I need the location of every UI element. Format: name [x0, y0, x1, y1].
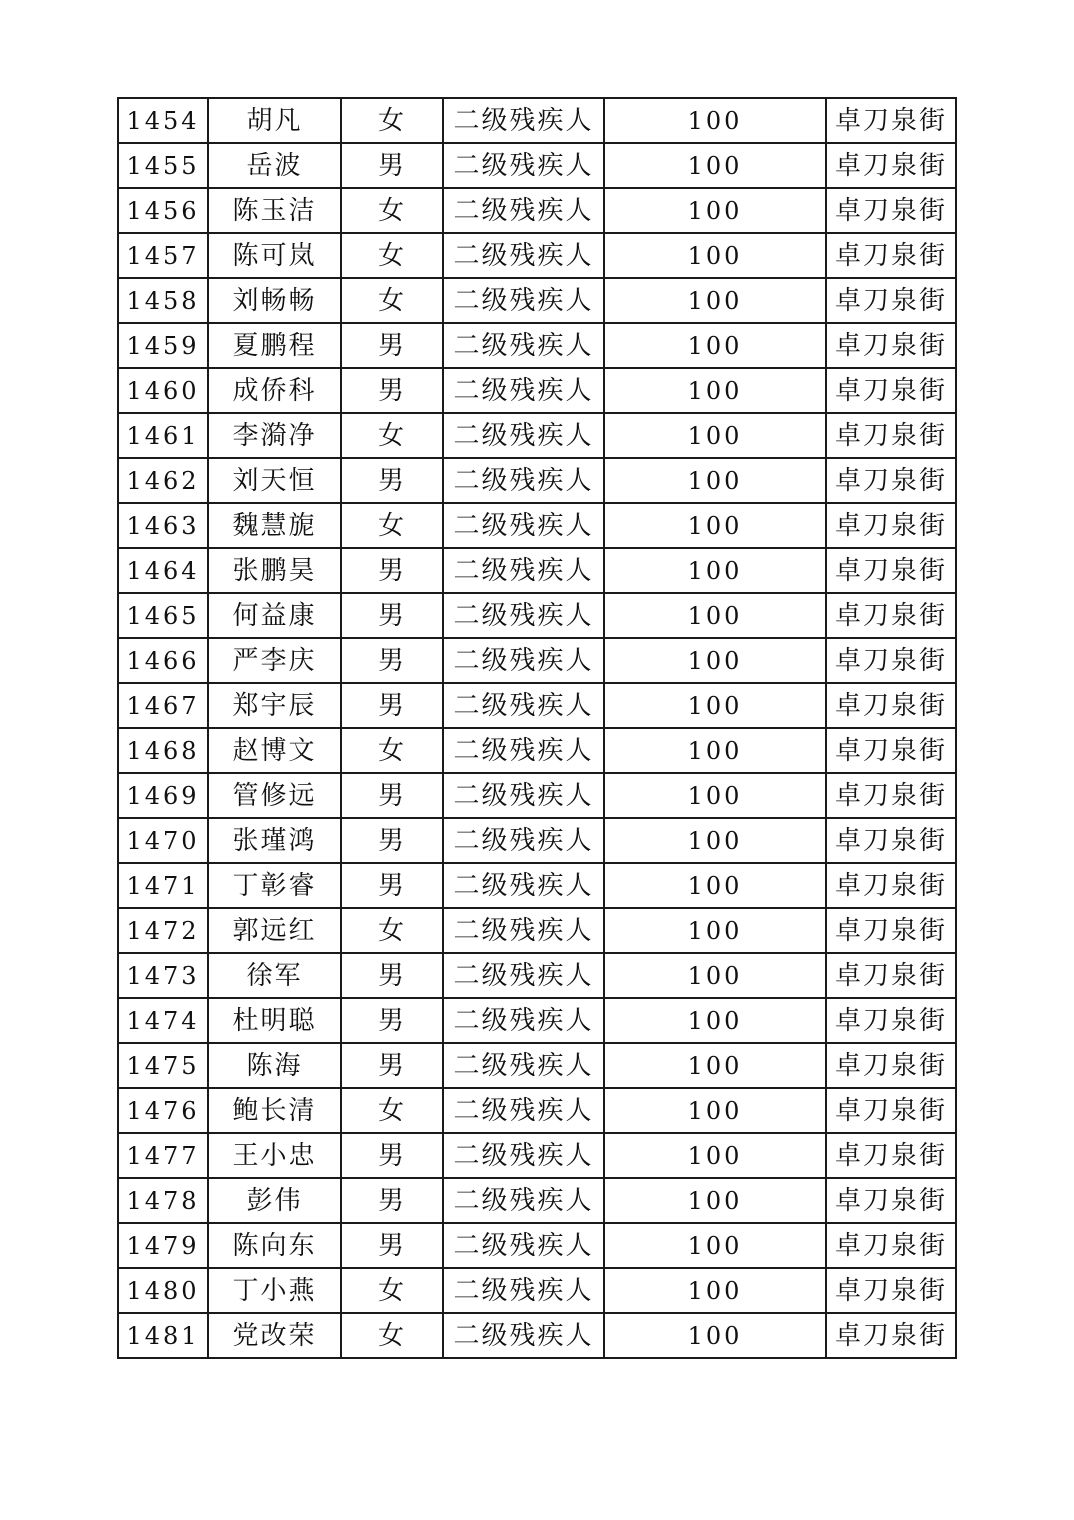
- cell-street: 卓刀泉街: [826, 638, 956, 683]
- cell-disability-level: 二级残疾人: [443, 863, 604, 908]
- cell-disability-level: 二级残疾人: [443, 458, 604, 503]
- cell-amount: 100: [604, 1313, 826, 1358]
- cell-gender: 男: [341, 863, 443, 908]
- table-row: [118, 953, 956, 998]
- cell-amount: 100: [604, 998, 826, 1043]
- roster-table: [117, 97, 957, 1359]
- cell-street: 卓刀泉街: [826, 1178, 956, 1223]
- cell-amount: 100: [604, 953, 826, 998]
- cell-disability-level: 二级残疾人: [443, 1088, 604, 1133]
- cell-street: 卓刀泉街: [826, 233, 956, 278]
- cell-street: 卓刀泉街: [826, 143, 956, 188]
- cell-id: 1457: [118, 233, 208, 278]
- cell-disability-level: 二级残疾人: [443, 818, 604, 863]
- cell-disability-level: 二级残疾人: [443, 323, 604, 368]
- cell-name: 成侨科: [208, 368, 341, 413]
- cell-gender: 男: [341, 953, 443, 998]
- cell-amount: 100: [604, 323, 826, 368]
- cell-gender: 男: [341, 818, 443, 863]
- roster-table-body: [118, 98, 956, 1358]
- table-row: [118, 1223, 956, 1268]
- cell-id: 1475: [118, 1043, 208, 1088]
- cell-gender: 女: [341, 1313, 443, 1358]
- cell-amount: 100: [604, 458, 826, 503]
- cell-gender: 男: [341, 458, 443, 503]
- table-row: [118, 1178, 956, 1223]
- cell-id: 1458: [118, 278, 208, 323]
- cell-gender: 女: [341, 278, 443, 323]
- table-row: [118, 278, 956, 323]
- table-row: [118, 908, 956, 953]
- cell-gender: 女: [341, 728, 443, 773]
- cell-id: 1473: [118, 953, 208, 998]
- cell-disability-level: 二级残疾人: [443, 953, 604, 998]
- table-row: [118, 1313, 956, 1358]
- cell-gender: 女: [341, 908, 443, 953]
- table-row: [118, 773, 956, 818]
- cell-id: 1481: [118, 1313, 208, 1358]
- cell-street: 卓刀泉街: [826, 908, 956, 953]
- cell-street: 卓刀泉街: [826, 458, 956, 503]
- table-row: [118, 1133, 956, 1178]
- cell-name: 何益康: [208, 593, 341, 638]
- table-row: [118, 1268, 956, 1313]
- cell-amount: 100: [604, 1268, 826, 1313]
- cell-name: 张瑾鸿: [208, 818, 341, 863]
- cell-id: 1468: [118, 728, 208, 773]
- cell-disability-level: 二级残疾人: [443, 278, 604, 323]
- cell-amount: 100: [604, 233, 826, 278]
- cell-disability-level: 二级残疾人: [443, 1178, 604, 1223]
- table-row: [118, 638, 956, 683]
- cell-amount: 100: [604, 1223, 826, 1268]
- cell-id: 1478: [118, 1178, 208, 1223]
- cell-name: 夏鹏程: [208, 323, 341, 368]
- cell-amount: 100: [604, 683, 826, 728]
- cell-amount: 100: [604, 1133, 826, 1178]
- cell-name: 鲍长清: [208, 1088, 341, 1133]
- table-row: [118, 1088, 956, 1133]
- cell-disability-level: 二级残疾人: [443, 998, 604, 1043]
- cell-street: 卓刀泉街: [826, 1268, 956, 1313]
- cell-street: 卓刀泉街: [826, 998, 956, 1043]
- cell-amount: 100: [604, 368, 826, 413]
- cell-name: 严李庆: [208, 638, 341, 683]
- cell-disability-level: 二级残疾人: [443, 1313, 604, 1358]
- cell-street: 卓刀泉街: [826, 98, 956, 143]
- cell-disability-level: 二级残疾人: [443, 1223, 604, 1268]
- cell-amount: 100: [604, 413, 826, 458]
- cell-street: 卓刀泉街: [826, 863, 956, 908]
- cell-gender: 女: [341, 503, 443, 548]
- cell-amount: 100: [604, 1043, 826, 1088]
- table-row: [118, 503, 956, 548]
- cell-disability-level: 二级残疾人: [443, 1133, 604, 1178]
- cell-gender: 男: [341, 548, 443, 593]
- cell-name: 魏慧旎: [208, 503, 341, 548]
- table-row: [118, 728, 956, 773]
- cell-street: 卓刀泉街: [826, 1223, 956, 1268]
- cell-gender: 女: [341, 233, 443, 278]
- cell-street: 卓刀泉街: [826, 1043, 956, 1088]
- table-row: [118, 368, 956, 413]
- cell-gender: 女: [341, 98, 443, 143]
- cell-name: 杜明聪: [208, 998, 341, 1043]
- table-row: [118, 98, 956, 143]
- cell-id: 1462: [118, 458, 208, 503]
- cell-name: 刘畅畅: [208, 278, 341, 323]
- table-row: [118, 863, 956, 908]
- cell-name: 郑宇辰: [208, 683, 341, 728]
- cell-name: 陈向东: [208, 1223, 341, 1268]
- cell-id: 1465: [118, 593, 208, 638]
- cell-disability-level: 二级残疾人: [443, 98, 604, 143]
- cell-name: 刘天恒: [208, 458, 341, 503]
- cell-disability-level: 二级残疾人: [443, 773, 604, 818]
- cell-id: 1470: [118, 818, 208, 863]
- table-row: [118, 683, 956, 728]
- table-row: [118, 998, 956, 1043]
- cell-name: 陈玉洁: [208, 188, 341, 233]
- cell-street: 卓刀泉街: [826, 188, 956, 233]
- cell-gender: 女: [341, 1088, 443, 1133]
- cell-name: 胡凡: [208, 98, 341, 143]
- cell-amount: 100: [604, 1178, 826, 1223]
- cell-gender: 男: [341, 638, 443, 683]
- cell-disability-level: 二级残疾人: [443, 638, 604, 683]
- cell-id: 1469: [118, 773, 208, 818]
- cell-amount: 100: [604, 143, 826, 188]
- table-row: [118, 143, 956, 188]
- cell-street: 卓刀泉街: [826, 413, 956, 458]
- cell-id: 1472: [118, 908, 208, 953]
- cell-disability-level: 二级残疾人: [443, 728, 604, 773]
- table-row: [118, 593, 956, 638]
- cell-gender: 男: [341, 1133, 443, 1178]
- cell-amount: 100: [604, 1088, 826, 1133]
- cell-gender: 男: [341, 1178, 443, 1223]
- cell-gender: 男: [341, 323, 443, 368]
- cell-id: 1477: [118, 1133, 208, 1178]
- table-row: [118, 233, 956, 278]
- cell-name: 张鹏昊: [208, 548, 341, 593]
- cell-disability-level: 二级残疾人: [443, 908, 604, 953]
- cell-name: 郭远红: [208, 908, 341, 953]
- cell-gender: 女: [341, 1268, 443, 1313]
- cell-amount: 100: [604, 908, 826, 953]
- cell-street: 卓刀泉街: [826, 1088, 956, 1133]
- table-row: [118, 548, 956, 593]
- cell-disability-level: 二级残疾人: [443, 683, 604, 728]
- cell-disability-level: 二级残疾人: [443, 593, 604, 638]
- cell-id: 1460: [118, 368, 208, 413]
- cell-id: 1464: [118, 548, 208, 593]
- cell-id: 1454: [118, 98, 208, 143]
- cell-street: 卓刀泉街: [826, 1133, 956, 1178]
- cell-name: 李漪净: [208, 413, 341, 458]
- cell-gender: 男: [341, 593, 443, 638]
- cell-gender: 女: [341, 188, 443, 233]
- cell-gender: 女: [341, 413, 443, 458]
- cell-street: 卓刀泉街: [826, 548, 956, 593]
- cell-id: 1461: [118, 413, 208, 458]
- cell-gender: 男: [341, 998, 443, 1043]
- cell-id: 1456: [118, 188, 208, 233]
- cell-street: 卓刀泉街: [826, 953, 956, 998]
- cell-id: 1474: [118, 998, 208, 1043]
- cell-street: 卓刀泉街: [826, 593, 956, 638]
- cell-amount: 100: [604, 863, 826, 908]
- cell-name: 管修远: [208, 773, 341, 818]
- cell-street: 卓刀泉街: [826, 503, 956, 548]
- cell-street: 卓刀泉街: [826, 728, 956, 773]
- cell-street: 卓刀泉街: [826, 278, 956, 323]
- cell-gender: 男: [341, 143, 443, 188]
- cell-name: 王小忠: [208, 1133, 341, 1178]
- cell-street: 卓刀泉街: [826, 683, 956, 728]
- cell-name: 丁小燕: [208, 1268, 341, 1313]
- table-row: [118, 413, 956, 458]
- table-row: [118, 458, 956, 503]
- cell-amount: 100: [604, 278, 826, 323]
- cell-amount: 100: [604, 188, 826, 233]
- cell-id: 1466: [118, 638, 208, 683]
- table-row: [118, 818, 956, 863]
- cell-gender: 男: [341, 368, 443, 413]
- cell-street: 卓刀泉街: [826, 323, 956, 368]
- cell-id: 1480: [118, 1268, 208, 1313]
- cell-disability-level: 二级残疾人: [443, 143, 604, 188]
- cell-disability-level: 二级残疾人: [443, 548, 604, 593]
- cell-amount: 100: [604, 548, 826, 593]
- cell-id: 1467: [118, 683, 208, 728]
- cell-id: 1459: [118, 323, 208, 368]
- cell-gender: 男: [341, 1223, 443, 1268]
- cell-name: 赵博文: [208, 728, 341, 773]
- cell-street: 卓刀泉街: [826, 773, 956, 818]
- cell-id: 1476: [118, 1088, 208, 1133]
- cell-name: 陈可岚: [208, 233, 341, 278]
- cell-id: 1471: [118, 863, 208, 908]
- cell-name: 党改荣: [208, 1313, 341, 1358]
- table-row: [118, 188, 956, 233]
- cell-name: 丁彰睿: [208, 863, 341, 908]
- cell-disability-level: 二级残疾人: [443, 413, 604, 458]
- cell-street: 卓刀泉街: [826, 1313, 956, 1358]
- table-row: [118, 1043, 956, 1088]
- cell-gender: 男: [341, 683, 443, 728]
- cell-gender: 男: [341, 773, 443, 818]
- cell-disability-level: 二级残疾人: [443, 503, 604, 548]
- cell-id: 1479: [118, 1223, 208, 1268]
- cell-disability-level: 二级残疾人: [443, 1268, 604, 1313]
- cell-disability-level: 二级残疾人: [443, 1043, 604, 1088]
- cell-amount: 100: [604, 593, 826, 638]
- table-row: [118, 323, 956, 368]
- cell-street: 卓刀泉街: [826, 818, 956, 863]
- cell-amount: 100: [604, 773, 826, 818]
- cell-id: 1455: [118, 143, 208, 188]
- cell-disability-level: 二级残疾人: [443, 368, 604, 413]
- cell-disability-level: 二级残疾人: [443, 188, 604, 233]
- cell-amount: 100: [604, 818, 826, 863]
- cell-name: 陈海: [208, 1043, 341, 1088]
- cell-name: 徐军: [208, 953, 341, 998]
- cell-id: 1463: [118, 503, 208, 548]
- cell-street: 卓刀泉街: [826, 368, 956, 413]
- cell-disability-level: 二级残疾人: [443, 233, 604, 278]
- cell-amount: 100: [604, 728, 826, 773]
- cell-name: 彭伟: [208, 1178, 341, 1223]
- cell-name: 岳波: [208, 143, 341, 188]
- cell-amount: 100: [604, 503, 826, 548]
- cell-gender: 男: [341, 1043, 443, 1088]
- cell-amount: 100: [604, 638, 826, 683]
- cell-amount: 100: [604, 98, 826, 143]
